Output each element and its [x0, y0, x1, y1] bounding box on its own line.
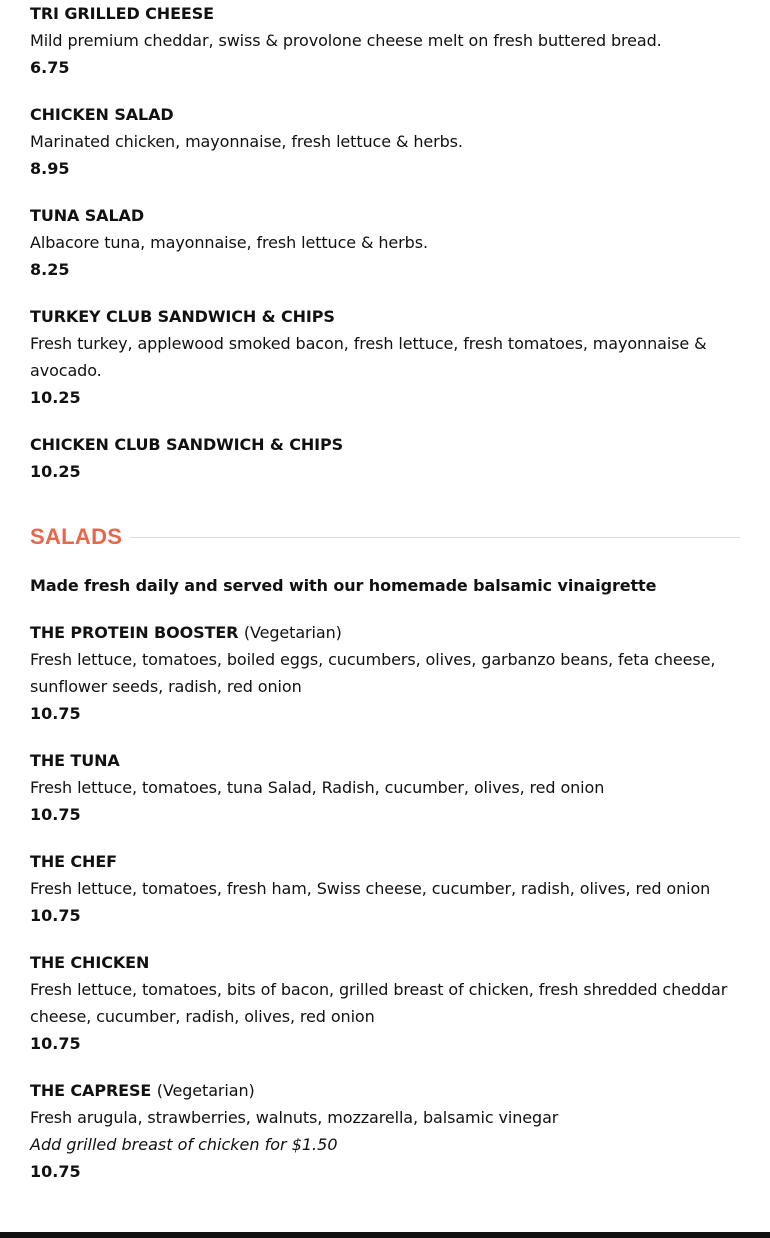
item-name-line: [30, 1077, 740, 1104]
item-description: Mild premium cheddar, swiss & provolone cheese melt on fresh buttered bread.: [30, 31, 662, 50]
item-name: TUNA SALAD: [30, 206, 145, 225]
item-name: THE PROTEIN BOOSTER: [30, 623, 239, 642]
item-price: 10.25: [30, 388, 81, 407]
item-name: THE CAPRESE: [30, 1081, 152, 1100]
item-name: TURKEY CLUB SANDWICH & CHIPS: [30, 307, 335, 326]
menu-item: [30, 747, 740, 828]
menu-item: [30, 303, 740, 411]
item-description: Fresh lettuce, tomatoes, boiled eggs, cucumbers, olives, garbanzo beans, feta cheese, sunflower seeds, radish, red onion: [30, 650, 716, 696]
item-description: Fresh arugula, strawberries, walnuts, mozzarella, balsamic vinegar: [30, 1108, 559, 1127]
item-description: Fresh lettuce, tomatoes, bits of bacon, grilled breast of chicken, fresh shredded cheddar cheese, cucumber, radish, olives, red onion: [30, 980, 728, 1026]
menu-item: [30, 431, 740, 485]
item-description: Fresh lettuce, tomatoes, fresh ham, Swiss cheese, cucumber, radish, olives, red onion: [30, 879, 711, 898]
item-price: 10.75: [30, 1034, 81, 1053]
menu-item: [30, 848, 740, 929]
item-price: 8.25: [30, 260, 70, 279]
item-price: 10.75: [30, 1162, 81, 1181]
menu-content: [30, 0, 740, 1205]
item-price: 8.95: [30, 159, 70, 178]
item-name: CHICKEN CLUB SANDWICH & CHIPS: [30, 435, 344, 454]
item-price: 6.75: [30, 58, 70, 77]
item-name: THE CHEF: [30, 852, 117, 871]
menu-item: [30, 949, 740, 1057]
item-description: Marinated chicken, mayonnaise, fresh lettuce & herbs.: [30, 132, 463, 151]
item-description: Albacore tuna, mayonnaise, fresh lettuce & herbs.: [30, 233, 428, 252]
item-note: (Vegetarian): [156, 1081, 255, 1100]
item-price: 10.25: [30, 462, 81, 481]
footer-bar: [0, 1232, 770, 1238]
item-price: 10.75: [30, 805, 81, 824]
item-name: THE TUNA: [30, 751, 120, 770]
section-title: SALADS: [30, 524, 123, 549]
menu-item: [30, 202, 740, 283]
item-name: CHICKEN SALAD: [30, 105, 174, 124]
item-description: Fresh turkey, applewood smoked bacon, fresh lettuce, fresh tomatoes, mayonnaise & avocado.: [30, 334, 707, 380]
section-divider: [130, 537, 740, 538]
section-intro: Made fresh daily and served with our homemade balsamic vinaigrette: [30, 576, 657, 595]
menu-item: [30, 101, 740, 182]
section-header-salads: [30, 522, 740, 552]
menu-item: [30, 1077, 740, 1185]
item-name: THE CHICKEN: [30, 953, 150, 972]
item-price: 10.75: [30, 704, 81, 723]
item-price: 10.75: [30, 906, 81, 925]
item-addon-note: Add grilled breast of chicken for $1.50: [30, 1135, 338, 1154]
menu-item: [30, 0, 740, 81]
item-name-line: [30, 619, 740, 646]
item-description: Fresh lettuce, tomatoes, tuna Salad, Radish, cucumber, olives, red onion: [30, 778, 605, 797]
menu-item: [30, 619, 740, 727]
item-note: (Vegetarian): [243, 623, 342, 642]
item-name: TRI GRILLED CHEESE: [30, 4, 214, 23]
